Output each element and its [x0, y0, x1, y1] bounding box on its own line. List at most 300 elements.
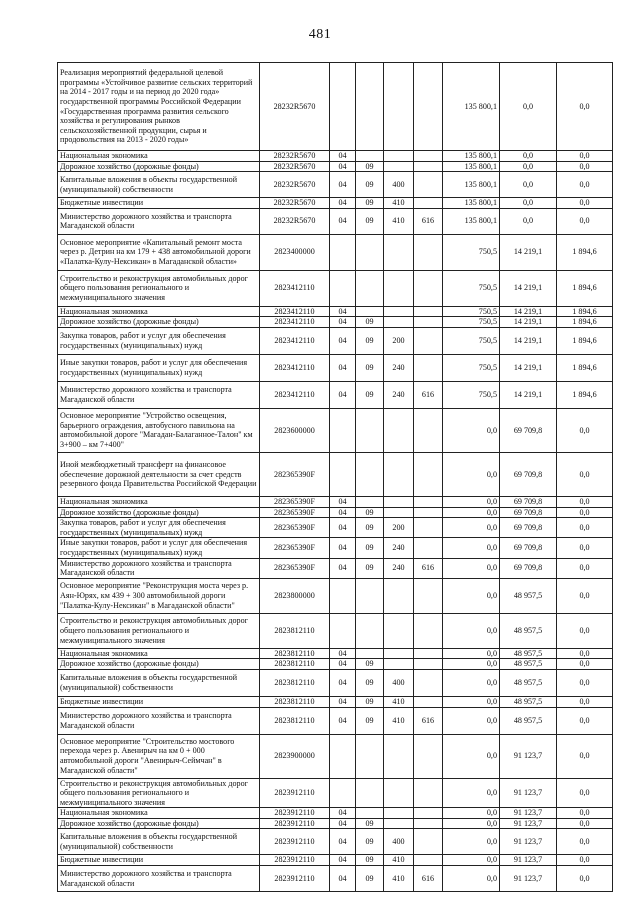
cell-amount-3: 0,0 [557, 496, 613, 507]
cell-admin-code [414, 151, 443, 162]
cell-amount-3: 0,0 [557, 659, 613, 670]
cell-subsection: 09 [356, 208, 384, 234]
cell-amount-3: 0,0 [557, 855, 613, 866]
cell-section [330, 234, 356, 270]
cell-expense-type: 240 [384, 381, 414, 408]
cell-section: 04 [330, 354, 356, 381]
cell-subsection: 09 [356, 507, 384, 518]
cell-target-code: 28232R5670 [260, 63, 330, 151]
cell-target-code: 282365390F [260, 452, 330, 496]
cell-name: Национальная экономика [58, 306, 260, 317]
cell-amount-1: 750,5 [443, 234, 500, 270]
cell-admin-code [414, 578, 443, 613]
cell-admin-code: 616 [414, 208, 443, 234]
table-row [58, 172, 613, 198]
table-row [58, 317, 613, 328]
cell-amount-3: 0,0 [557, 613, 613, 648]
cell-subsection [356, 808, 384, 819]
table-row [58, 707, 613, 734]
cell-amount-2: 69 709,8 [500, 496, 557, 507]
cell-name: Бюджетные инвестиции [58, 855, 260, 866]
cell-expense-type: 400 [384, 829, 414, 855]
cell-name: Министерство дорожного хозяйства и транспорта Магаданской области [58, 707, 260, 734]
cell-name: Национальная экономика [58, 808, 260, 819]
cell-amount-2: 0,0 [500, 208, 557, 234]
cell-subsection [356, 151, 384, 162]
cell-name: Дорожное хозяйство (дорожные фонды) [58, 818, 260, 829]
cell-amount-2: 14 219,1 [500, 234, 557, 270]
cell-name: Закупка товаров, работ и услуг для обеспечения государственных (муниципальных) нужд [58, 327, 260, 354]
table-body [58, 63, 613, 892]
cell-amount-1: 135 800,1 [443, 172, 500, 198]
cell-section [330, 578, 356, 613]
cell-subsection: 09 [356, 327, 384, 354]
cell-subsection: 09 [356, 855, 384, 866]
cell-target-code: 28232R5670 [260, 151, 330, 162]
cell-target-code: 2823600000 [260, 408, 330, 452]
cell-target-code: 2823800000 [260, 578, 330, 613]
cell-amount-2: 48 957,5 [500, 669, 557, 696]
cell-admin-code: 616 [414, 558, 443, 578]
cell-name: Иные закупки товаров, работ и услуг для обеспечения государственных (муниципальных) нужд [58, 354, 260, 381]
cell-name: Министерство дорожного хозяйства и транспорта Магаданской области [58, 381, 260, 408]
cell-admin-code [414, 161, 443, 172]
cell-name: Дорожное хозяйство (дорожные фонды) [58, 317, 260, 328]
cell-expense-type [384, 408, 414, 452]
cell-amount-3: 0,0 [557, 408, 613, 452]
cell-name: Строительство и реконструкция автомобильных дорог общего пользования регионального и межмуниципального значения [58, 613, 260, 648]
table-row [58, 855, 613, 866]
table-row [58, 613, 613, 648]
cell-name: Национальная экономика [58, 496, 260, 507]
cell-expense-type: 240 [384, 354, 414, 381]
cell-amount-3: 0,0 [557, 538, 613, 558]
cell-amount-3: 0,0 [557, 778, 613, 808]
cell-subsection [356, 306, 384, 317]
cell-amount-2: 48 957,5 [500, 613, 557, 648]
cell-subsection [356, 63, 384, 151]
table-row [58, 270, 613, 306]
cell-subsection [356, 234, 384, 270]
table-row [58, 234, 613, 270]
table-row [58, 507, 613, 518]
table-row [58, 818, 613, 829]
cell-amount-2: 48 957,5 [500, 696, 557, 707]
cell-amount-2: 14 219,1 [500, 381, 557, 408]
cell-amount-1: 135 800,1 [443, 198, 500, 209]
cell-section: 04 [330, 669, 356, 696]
cell-subsection: 09 [356, 161, 384, 172]
cell-admin-code [414, 518, 443, 538]
cell-amount-2: 14 219,1 [500, 270, 557, 306]
table-row [58, 208, 613, 234]
cell-target-code: 2823900000 [260, 734, 330, 778]
cell-amount-2: 69 709,8 [500, 408, 557, 452]
cell-target-code: 2823812110 [260, 669, 330, 696]
cell-target-code: 2823812110 [260, 648, 330, 659]
cell-subsection: 09 [356, 829, 384, 855]
cell-amount-1: 0,0 [443, 613, 500, 648]
cell-name: Строительство и реконструкция автомобильных дорог общего пользования регионального и межмуниципального значения [58, 778, 260, 808]
cell-admin-code [414, 327, 443, 354]
cell-section [330, 63, 356, 151]
cell-expense-type [384, 808, 414, 819]
cell-amount-1: 0,0 [443, 808, 500, 819]
cell-amount-1: 135 800,1 [443, 208, 500, 234]
cell-target-code: 2823912110 [260, 818, 330, 829]
cell-admin-code [414, 270, 443, 306]
table-row [58, 518, 613, 538]
cell-expense-type: 410 [384, 707, 414, 734]
cell-amount-3: 0,0 [557, 829, 613, 855]
cell-amount-3: 0,0 [557, 578, 613, 613]
cell-subsection: 09 [356, 198, 384, 209]
cell-amount-3: 0,0 [557, 507, 613, 518]
cell-amount-1: 0,0 [443, 507, 500, 518]
cell-amount-1: 0,0 [443, 518, 500, 538]
table-row [58, 408, 613, 452]
cell-target-code: 28232R5670 [260, 172, 330, 198]
cell-subsection [356, 778, 384, 808]
cell-admin-code [414, 808, 443, 819]
cell-amount-1: 0,0 [443, 452, 500, 496]
cell-section: 04 [330, 172, 356, 198]
cell-subsection [356, 408, 384, 452]
cell-subsection: 09 [356, 354, 384, 381]
table-row [58, 696, 613, 707]
cell-section: 04 [330, 327, 356, 354]
cell-name: Закупка товаров, работ и услуг для обеспечения государственных (муниципальных) нужд [58, 518, 260, 538]
cell-subsection: 09 [356, 707, 384, 734]
cell-name: Бюджетные инвестиции [58, 696, 260, 707]
cell-admin-code [414, 538, 443, 558]
cell-amount-2: 0,0 [500, 161, 557, 172]
cell-name: Министерство дорожного хозяйства и транспорта Магаданской области [58, 866, 260, 892]
cell-amount-1: 135 800,1 [443, 151, 500, 162]
cell-name: Министерство дорожного хозяйства и транспорта Магаданской области [58, 208, 260, 234]
cell-target-code: 282365390F [260, 538, 330, 558]
cell-subsection [356, 452, 384, 496]
cell-amount-2: 14 219,1 [500, 306, 557, 317]
cell-name: Строительство и реконструкция автомобильных дорог общего пользования регионального и межмуниципального значения [58, 270, 260, 306]
cell-amount-3: 1 894,6 [557, 306, 613, 317]
cell-amount-3: 0,0 [557, 198, 613, 209]
cell-amount-3: 1 894,6 [557, 327, 613, 354]
table-row [58, 151, 613, 162]
cell-name: Основное мероприятие "Устройство освещения, барьерного ограждения, автобусного павильона на автомобильной дороге "Магадан-Балаганное-Талон" км 3+900 – км 7+400" [58, 408, 260, 452]
cell-amount-3: 0,0 [557, 808, 613, 819]
cell-amount-3: 0,0 [557, 866, 613, 892]
cell-expense-type [384, 452, 414, 496]
table-row [58, 648, 613, 659]
cell-amount-3: 0,0 [557, 518, 613, 538]
table-row [58, 538, 613, 558]
budget-table [57, 62, 613, 892]
table-row [58, 381, 613, 408]
cell-amount-2: 0,0 [500, 63, 557, 151]
cell-amount-2: 48 957,5 [500, 707, 557, 734]
cell-amount-2: 69 709,8 [500, 558, 557, 578]
cell-name: Капитальные вложения в объекты государственной (муниципальной) собственности [58, 669, 260, 696]
cell-amount-1: 0,0 [443, 558, 500, 578]
cell-subsection: 09 [356, 381, 384, 408]
table-row [58, 578, 613, 613]
cell-subsection [356, 734, 384, 778]
cell-amount-3: 0,0 [557, 669, 613, 696]
cell-admin-code [414, 63, 443, 151]
cell-section: 04 [330, 659, 356, 670]
cell-expense-type [384, 270, 414, 306]
table-row [58, 452, 613, 496]
table-row [58, 659, 613, 670]
cell-admin-code [414, 496, 443, 507]
cell-amount-2: 69 709,8 [500, 518, 557, 538]
cell-target-code: 2823412110 [260, 381, 330, 408]
cell-expense-type [384, 306, 414, 317]
cell-amount-3: 0,0 [557, 707, 613, 734]
cell-amount-3: 1 894,6 [557, 270, 613, 306]
cell-section: 04 [330, 507, 356, 518]
cell-expense-type: 410 [384, 198, 414, 209]
cell-section: 04 [330, 198, 356, 209]
cell-amount-3: 0,0 [557, 63, 613, 151]
cell-name: Бюджетные инвестиции [58, 198, 260, 209]
cell-amount-3: 0,0 [557, 558, 613, 578]
cell-admin-code [414, 659, 443, 670]
cell-expense-type: 410 [384, 208, 414, 234]
cell-amount-2: 14 219,1 [500, 317, 557, 328]
cell-amount-1: 135 800,1 [443, 63, 500, 151]
cell-amount-2: 48 957,5 [500, 659, 557, 670]
cell-expense-type: 410 [384, 855, 414, 866]
table-row [58, 669, 613, 696]
cell-admin-code [414, 818, 443, 829]
cell-expense-type [384, 778, 414, 808]
table-row [58, 734, 613, 778]
cell-name: Основное мероприятие "Реконструкция моста через р. Аян-Юрях, км 439 + 300 автомобильной дороги "Палатка-Кулу-Нексикан" в Магаданской области" [58, 578, 260, 613]
table-row [58, 306, 613, 317]
table-row [58, 198, 613, 209]
table-row [58, 327, 613, 354]
cell-section [330, 270, 356, 306]
cell-amount-3: 1 894,6 [557, 381, 613, 408]
cell-amount-1: 0,0 [443, 496, 500, 507]
cell-amount-1: 0,0 [443, 829, 500, 855]
cell-target-code: 28232R5670 [260, 161, 330, 172]
cell-section [330, 613, 356, 648]
cell-amount-1: 0,0 [443, 778, 500, 808]
cell-section: 04 [330, 829, 356, 855]
cell-admin-code [414, 306, 443, 317]
cell-target-code: 2823912110 [260, 866, 330, 892]
cell-amount-2: 91 123,7 [500, 855, 557, 866]
cell-admin-code: 616 [414, 707, 443, 734]
cell-amount-3: 0,0 [557, 818, 613, 829]
cell-amount-2: 91 123,7 [500, 808, 557, 819]
cell-name: Национальная экономика [58, 151, 260, 162]
cell-expense-type [384, 151, 414, 162]
cell-expense-type: 410 [384, 866, 414, 892]
cell-amount-3: 0,0 [557, 172, 613, 198]
cell-subsection [356, 648, 384, 659]
cell-amount-1: 750,5 [443, 354, 500, 381]
cell-section: 04 [330, 161, 356, 172]
cell-name: Капитальные вложения в объекты государственной (муниципальной) собственности [58, 829, 260, 855]
cell-target-code: 28232R5670 [260, 208, 330, 234]
cell-amount-3: 0,0 [557, 648, 613, 659]
cell-amount-2: 91 123,7 [500, 818, 557, 829]
cell-target-code: 2823812110 [260, 659, 330, 670]
cell-amount-2: 48 957,5 [500, 648, 557, 659]
cell-expense-type [384, 317, 414, 328]
cell-amount-1: 0,0 [443, 578, 500, 613]
cell-amount-1: 0,0 [443, 707, 500, 734]
cell-expense-type [384, 734, 414, 778]
cell-target-code: 2823412110 [260, 317, 330, 328]
table-row [58, 63, 613, 151]
cell-admin-code [414, 734, 443, 778]
cell-name: Капитальные вложения в объекты государственной (муниципальной) собственности [58, 172, 260, 198]
cell-name: Иные закупки товаров, работ и услуг для обеспечения государственных (муниципальных) нужд [58, 538, 260, 558]
cell-amount-3: 1 894,6 [557, 317, 613, 328]
cell-admin-code: 616 [414, 866, 443, 892]
cell-amount-1: 750,5 [443, 306, 500, 317]
cell-name: Реализация мероприятий федеральной целевой программы «Устойчивое развитие сельских территорий на 2014 - 2017 годы и на период до 2020 года» государственной программы Российской Федерации «Государственная программа развития сельского хозяйства и регулирования рынков сельскохозяйственной продукции, сырья и продовольствия на 2013 - 2020 годы» [58, 63, 260, 151]
cell-admin-code [414, 648, 443, 659]
cell-amount-2: 91 123,7 [500, 778, 557, 808]
cell-amount-3: 0,0 [557, 161, 613, 172]
cell-subsection: 09 [356, 818, 384, 829]
cell-amount-3: 0,0 [557, 696, 613, 707]
cell-admin-code [414, 778, 443, 808]
cell-name: Министерство дорожного хозяйства и транспорта Магаданской области [58, 558, 260, 578]
cell-expense-type [384, 818, 414, 829]
cell-amount-2: 0,0 [500, 151, 557, 162]
cell-admin-code [414, 613, 443, 648]
table-row [58, 161, 613, 172]
cell-target-code: 282365390F [260, 496, 330, 507]
cell-section [330, 778, 356, 808]
table-row [58, 778, 613, 808]
cell-target-code: 2823412110 [260, 327, 330, 354]
cell-amount-1: 750,5 [443, 381, 500, 408]
cell-amount-1: 0,0 [443, 408, 500, 452]
cell-target-code: 2823412110 [260, 354, 330, 381]
cell-amount-2: 14 219,1 [500, 327, 557, 354]
cell-target-code: 2823412110 [260, 270, 330, 306]
cell-subsection: 09 [356, 518, 384, 538]
table-row [58, 829, 613, 855]
cell-amount-2: 48 957,5 [500, 578, 557, 613]
cell-subsection [356, 578, 384, 613]
cell-name: Дорожное хозяйство (дорожные фонды) [58, 161, 260, 172]
cell-name: Национальная экономика [58, 648, 260, 659]
cell-admin-code [414, 855, 443, 866]
cell-expense-type [384, 659, 414, 670]
cell-admin-code [414, 317, 443, 328]
cell-section: 04 [330, 558, 356, 578]
cell-target-code: 282365390F [260, 558, 330, 578]
cell-amount-1: 0,0 [443, 696, 500, 707]
cell-subsection: 09 [356, 558, 384, 578]
cell-amount-2: 69 709,8 [500, 507, 557, 518]
cell-subsection [356, 613, 384, 648]
cell-expense-type: 200 [384, 518, 414, 538]
cell-amount-1: 750,5 [443, 317, 500, 328]
cell-section: 04 [330, 818, 356, 829]
cell-section: 04 [330, 306, 356, 317]
cell-subsection [356, 270, 384, 306]
cell-target-code: 282365390F [260, 507, 330, 518]
cell-name: Дорожное хозяйство (дорожные фонды) [58, 507, 260, 518]
cell-expense-type: 400 [384, 172, 414, 198]
cell-target-code: 2823812110 [260, 707, 330, 734]
cell-name: Основное мероприятие "Строительство мостового перехода через р. Авенирыч на км 0 + 000 автомобильной дороги "Авенирыч-Сеймчан" в Магаданской области" [58, 734, 260, 778]
cell-subsection: 09 [356, 866, 384, 892]
cell-amount-3: 0,0 [557, 208, 613, 234]
cell-amount-1: 0,0 [443, 818, 500, 829]
cell-subsection: 09 [356, 696, 384, 707]
cell-expense-type [384, 507, 414, 518]
cell-expense-type: 400 [384, 669, 414, 696]
cell-target-code: 2823812110 [260, 613, 330, 648]
cell-amount-3: 1 894,6 [557, 354, 613, 381]
cell-expense-type: 240 [384, 558, 414, 578]
cell-target-code: 2823912110 [260, 829, 330, 855]
cell-target-code: 2823812110 [260, 696, 330, 707]
cell-target-code: 2823412110 [260, 306, 330, 317]
cell-section: 04 [330, 696, 356, 707]
cell-section: 04 [330, 208, 356, 234]
cell-section: 04 [330, 808, 356, 819]
cell-amount-3: 0,0 [557, 734, 613, 778]
cell-amount-1: 750,5 [443, 327, 500, 354]
cell-expense-type: 240 [384, 538, 414, 558]
cell-amount-3: 0,0 [557, 151, 613, 162]
cell-admin-code [414, 172, 443, 198]
cell-target-code: 2823400000 [260, 234, 330, 270]
table-row [58, 496, 613, 507]
cell-name: Дорожное хозяйство (дорожные фонды) [58, 659, 260, 670]
cell-section: 04 [330, 381, 356, 408]
cell-subsection: 09 [356, 669, 384, 696]
cell-amount-1: 0,0 [443, 855, 500, 866]
cell-amount-1: 135 800,1 [443, 161, 500, 172]
cell-target-code: 2823912110 [260, 778, 330, 808]
cell-amount-2: 0,0 [500, 198, 557, 209]
cell-expense-type: 410 [384, 696, 414, 707]
cell-section: 04 [330, 648, 356, 659]
cell-section: 04 [330, 151, 356, 162]
cell-admin-code [414, 696, 443, 707]
cell-admin-code: 616 [414, 381, 443, 408]
cell-subsection: 09 [356, 538, 384, 558]
cell-amount-2: 91 123,7 [500, 734, 557, 778]
cell-admin-code [414, 669, 443, 696]
cell-expense-type [384, 161, 414, 172]
cell-amount-1: 0,0 [443, 648, 500, 659]
cell-section: 04 [330, 866, 356, 892]
cell-expense-type [384, 496, 414, 507]
cell-amount-1: 0,0 [443, 866, 500, 892]
cell-amount-2: 14 219,1 [500, 354, 557, 381]
cell-amount-1: 0,0 [443, 659, 500, 670]
cell-amount-1: 750,5 [443, 270, 500, 306]
table-row [58, 866, 613, 892]
cell-section [330, 408, 356, 452]
cell-expense-type [384, 648, 414, 659]
cell-section: 04 [330, 707, 356, 734]
